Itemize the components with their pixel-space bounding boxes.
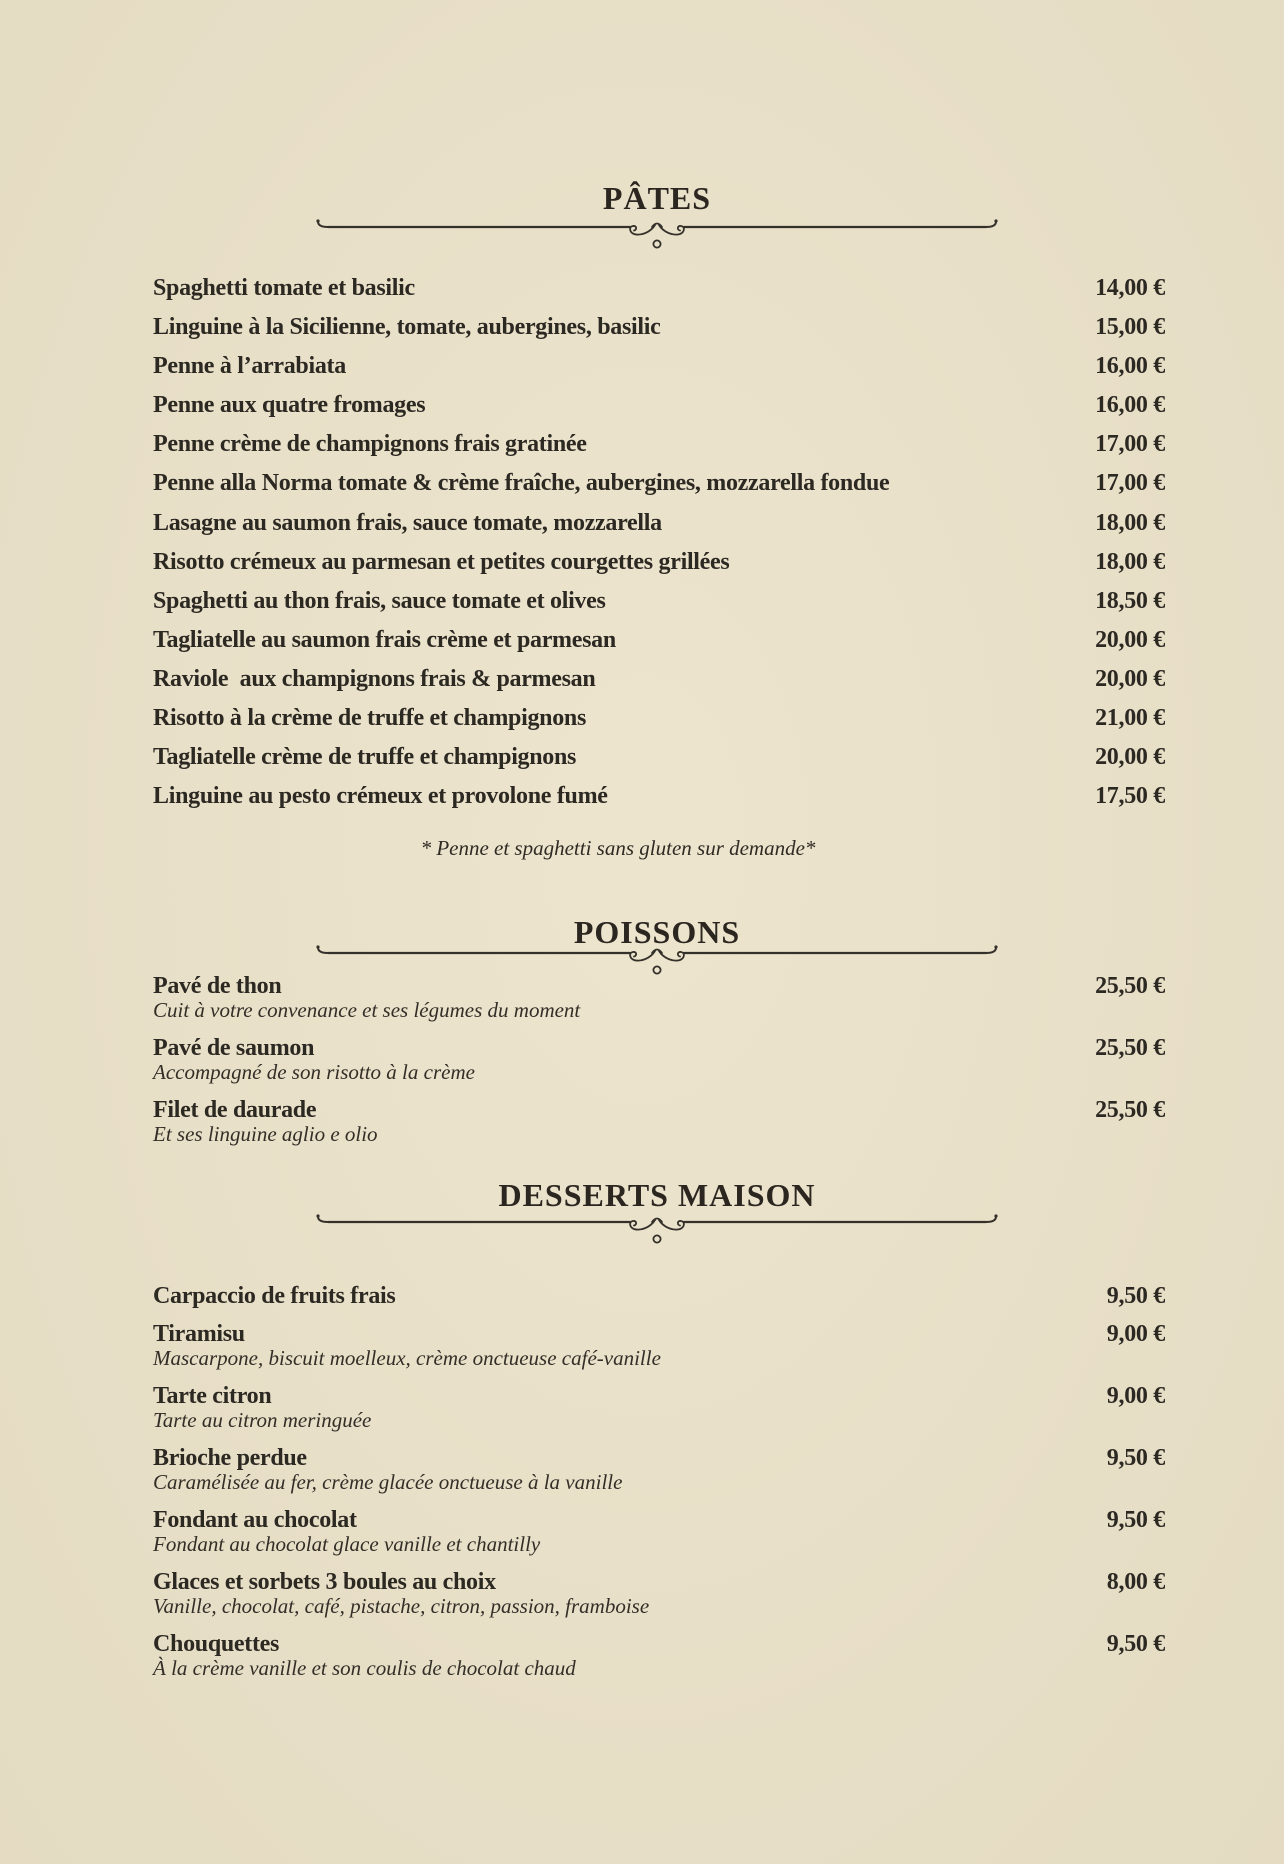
poissons-item-list: [153, 974, 1165, 1160]
section-title-poissons: POISSONS: [573, 914, 741, 950]
menu-item-price: 18,50 €: [1095, 587, 1165, 614]
section-title-pates: PÂTES: [602, 180, 712, 216]
menu-item-block: [153, 1284, 1165, 1308]
menu-item-price: 17,50 €: [1095, 783, 1165, 810]
menu-item-row: [153, 471, 1165, 495]
menu-item-row: [153, 1284, 1165, 1308]
menu-item-name: Pavé de saumon: [153, 1035, 315, 1061]
divider-flourish-icon: [312, 1214, 1002, 1250]
menu-item-price: 25,50 €: [1095, 973, 1165, 999]
menu-item-row: [153, 393, 1165, 417]
menu-item-description: Cuit à votre convenance et ses légumes du moment: [153, 998, 581, 1022]
menu-item-name: Tarte citron: [153, 1383, 272, 1409]
gluten-note: * Penne et spaghetti sans gluten sur demande*: [420, 836, 816, 860]
menu-item-description: Vanille, chocolat, café, pistache, citron, passion, framboise: [153, 1594, 650, 1618]
menu-item-name: Filet de daurade: [153, 1097, 317, 1123]
menu-item-price: 9,00 €: [1106, 1321, 1165, 1347]
menu-item-row: [153, 784, 1165, 808]
menu-item-row: [153, 1098, 1165, 1122]
menu-item-price: 17,00 €: [1095, 431, 1165, 458]
menu-item-name: Tagliatelle au saumon frais crème et parmesan: [153, 626, 616, 653]
menu-item-description: Et ses linguine aglio e olio: [153, 1122, 378, 1146]
menu-item-price: 16,00 €: [1095, 392, 1165, 419]
menu-item-price: 14,00 €: [1095, 275, 1165, 301]
menu-item-price: 21,00 €: [1095, 705, 1165, 732]
menu-item-price: 9,50 €: [1106, 1631, 1165, 1657]
menu-item-name: Tiramisu: [153, 1321, 245, 1347]
menu-item-name: Linguine au pesto crémeux et provolone fumé: [153, 783, 608, 810]
menu-item-name: Spaghetti au thon frais, sauce tomate et olives: [153, 587, 606, 614]
menu-item-name: Risotto crémeux au parmesan et petites courgettes grillées: [153, 548, 730, 575]
menu-item-name: Carpaccio de fruits frais: [153, 1283, 396, 1309]
menu-item-block: [153, 1098, 1165, 1146]
menu-item-name: Fondant au chocolat: [153, 1507, 357, 1533]
menu-item-name: Risotto à la crème de truffe et champignons: [153, 705, 587, 732]
menu-item-row: [153, 550, 1165, 574]
menu-item-row: [153, 974, 1165, 998]
menu-item-name: Penne aux quatre fromages: [153, 392, 426, 419]
menu-item-description: Accompagné de son risotto à la crème: [153, 1060, 475, 1084]
menu-item-price: 18,00 €: [1095, 548, 1165, 575]
menu-item-price: 25,50 €: [1095, 1097, 1165, 1123]
menu-item-name: Penne alla Norma tomate & crème fraîche, aubergines, mozzarella fondue: [153, 470, 890, 497]
menu-item-price: 15,00 €: [1095, 314, 1165, 341]
menu-item-block: [153, 1322, 1165, 1370]
menu-item-row: [153, 745, 1165, 769]
menu-item-row: [153, 589, 1165, 613]
menu-item-price: 9,50 €: [1106, 1283, 1165, 1309]
menu-item-price: 25,50 €: [1095, 1035, 1165, 1061]
menu-item-price: 17,00 €: [1095, 470, 1165, 497]
menu-item-block: [153, 1632, 1165, 1680]
menu-item-price: 9,00 €: [1106, 1383, 1165, 1409]
menu-item-block: [153, 1570, 1165, 1618]
menu-item-row: [153, 354, 1165, 378]
menu-item-block: [153, 1384, 1165, 1432]
menu-item-row: [153, 1322, 1165, 1346]
menu-item-description: Fondant au chocolat glace vanille et chantilly: [153, 1532, 541, 1556]
menu-item-description: À la crème vanille et son coulis de chocolat chaud: [153, 1656, 576, 1680]
menu-item-row: [153, 1508, 1165, 1532]
menu-item-block: [153, 974, 1165, 1022]
menu-item-name: Spaghetti tomate et basilic: [153, 275, 415, 301]
menu-item-name: Penne crème de champignons frais gratinée: [153, 431, 587, 458]
menu-item-name: Chouquettes: [153, 1631, 280, 1657]
section-title-desserts: DESSERTS MAISON: [498, 1177, 816, 1213]
pates-item-list: [153, 276, 1165, 823]
menu-item-row: [153, 511, 1165, 535]
menu-item-price: 20,00 €: [1095, 665, 1165, 692]
menu-item-row: [153, 667, 1165, 691]
menu-item-name: Raviole aux champignons frais & parmesan: [153, 665, 596, 692]
menu-item-name: Lasagne au saumon frais, sauce tomate, mozzarella: [153, 509, 662, 536]
menu-item-name: Penne à l’arrabiata: [153, 353, 346, 380]
menu-item-block: [153, 1036, 1165, 1084]
menu-item-name: Glaces et sorbets 3 boules au choix: [153, 1569, 496, 1595]
menu-item-description: Caramélisée au fer, crème glacée onctueuse à la vanille: [153, 1470, 623, 1494]
menu-item-price: 9,50 €: [1106, 1507, 1165, 1533]
menu-item-row: [153, 315, 1165, 339]
menu-item-name: Brioche perdue: [153, 1445, 307, 1471]
menu-item-price: 20,00 €: [1095, 744, 1165, 771]
menu-item-row: [153, 706, 1165, 730]
menu-item-price: 20,00 €: [1095, 626, 1165, 653]
menu-item-name: Linguine à la Sicilienne, tomate, aubergines, basilic: [153, 314, 661, 341]
menu-item-row: [153, 276, 1165, 300]
menu-item-row: [153, 628, 1165, 652]
menu-item-row: [153, 432, 1165, 456]
divider-flourish-icon: [312, 219, 1002, 255]
menu-item-price: 18,00 €: [1095, 509, 1165, 536]
menu-item-description: Mascarpone, biscuit moelleux, crème onctueuse café-vanille: [153, 1346, 661, 1370]
menu-item-price: 16,00 €: [1095, 353, 1165, 380]
menu-item-block: [153, 1508, 1165, 1556]
menu-item-description: Tarte au citron meringuée: [153, 1408, 372, 1432]
menu-item-price: 9,50 €: [1106, 1445, 1165, 1471]
menu-item-row: [153, 1570, 1165, 1594]
menu-item-row: [153, 1384, 1165, 1408]
menu-item-price: 8,00 €: [1106, 1569, 1165, 1595]
menu-item-name: Tagliatelle crème de truffe et champignons: [153, 744, 577, 771]
desserts-item-list: [153, 1284, 1165, 1694]
menu-item-row: [153, 1632, 1165, 1656]
menu-item-block: [153, 1446, 1165, 1494]
menu-item-row: [153, 1446, 1165, 1470]
menu-item-name: Pavé de thon: [153, 973, 282, 999]
menu-item-row: [153, 1036, 1165, 1060]
